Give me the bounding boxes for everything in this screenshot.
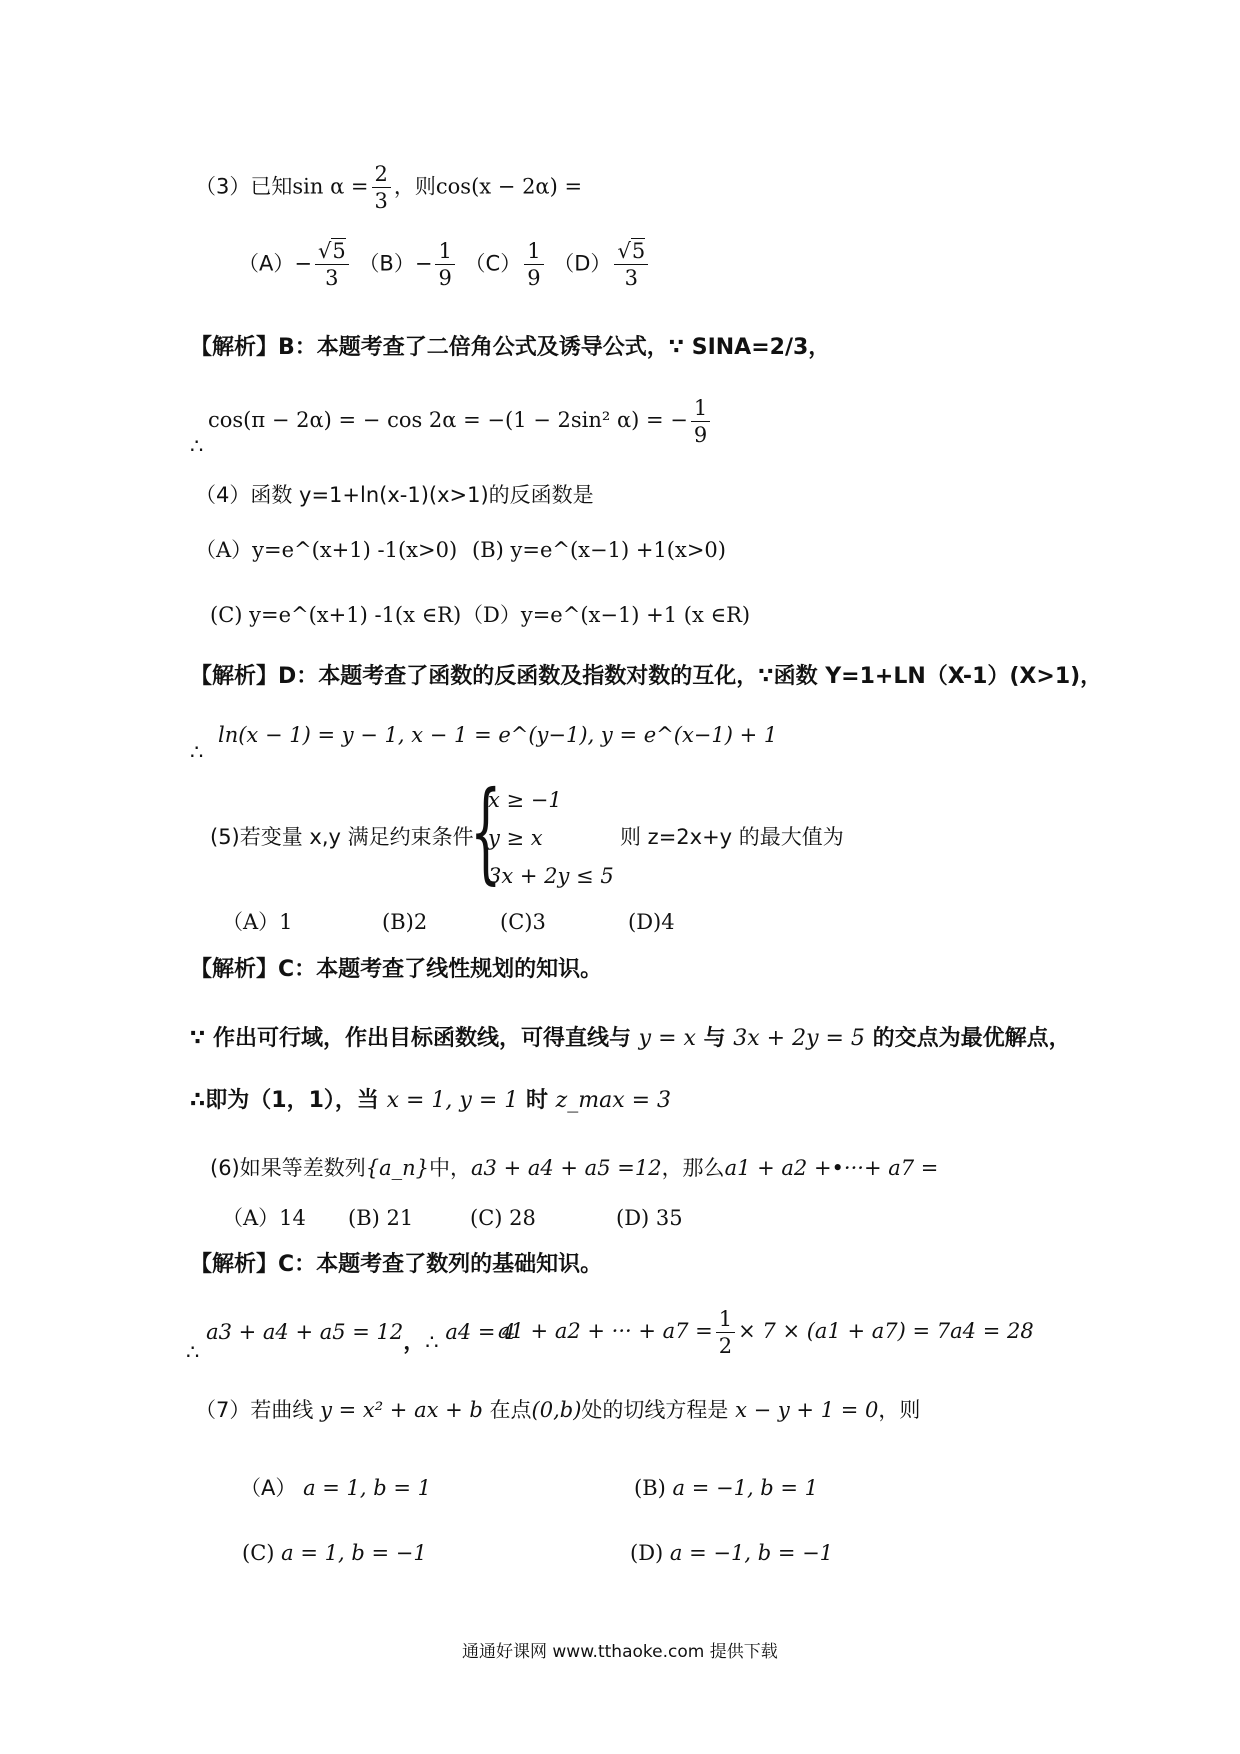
sol4-heading: 【解析】D：本题考查了函数的反函数及指数对数的互化，∵函数 Y=1+LN（X-1）(X>1)， — [190, 664, 1103, 689]
q6-option-b: (B) 21 — [348, 1206, 414, 1230]
q5-option-b: (B)2 — [382, 910, 428, 934]
q7-stem-mid2: 处的切线方程是 — [581, 1398, 729, 1422]
q3-frac-num: 2 — [372, 163, 391, 188]
q7-stem-mid: 在点 — [489, 1398, 532, 1422]
q6-option-a: （A）14 — [222, 1206, 306, 1230]
q7-option-a-value: a = 1, b = 1 — [303, 1476, 431, 1500]
q4-option-d: （D）y=e^(x−1) +1 (x ∈R) — [462, 603, 751, 627]
sol6-frac-den: 2 — [718, 1334, 733, 1359]
sol4-therefore: ∴ — [190, 740, 204, 764]
q3-stem-prefix: （3）已知 — [195, 174, 293, 199]
sol6-line — [186, 1320, 516, 1364]
q7-option-d-value: a = −1, b = −1 — [669, 1541, 834, 1565]
q3-option-a-den: 3 — [325, 266, 339, 291]
q3-frac-den: 3 — [374, 189, 388, 214]
q3-options: （A）− $\frac{√5}{3}$ （B）− $\frac{1}{9}$ （C） $\frac{1}{9}$ （D） $\frac{√5}{3}$ — [238, 240, 651, 289]
q6-stem-mid: 中， — [429, 1156, 472, 1180]
sol5-line3-text-b: 时 — [525, 1088, 548, 1113]
q7-point: (0,b) — [531, 1398, 582, 1422]
q7-stem-prefix: （7）若曲线 — [195, 1398, 314, 1422]
q3-option-c-num: 1 — [524, 240, 543, 265]
q7-curve: y = x² + ax + b — [320, 1398, 483, 1422]
q7-tangent: x − y + 1 = 0 — [735, 1398, 879, 1422]
q7-option-b-value: a = −1, b = 1 — [672, 1476, 819, 1500]
q5-constraint-3: 3x + 2y ≤ 5 — [488, 864, 614, 888]
q7-option-c-label: (C) — [242, 1541, 275, 1565]
q3-option-b-num: 1 — [435, 240, 454, 265]
q6-stem-mid2: ，那么 — [661, 1156, 725, 1180]
q3-fraction — [372, 163, 391, 212]
q3-option-d-label: （D） — [553, 251, 612, 276]
q6-condition: a3 + a4 + a5 =12 — [471, 1156, 662, 1180]
q6-option-d: (D) 35 — [616, 1206, 683, 1230]
sol6-sum-line — [498, 1308, 1034, 1357]
q5-option-d: (D)4 — [628, 910, 675, 934]
sol5-line2-math2: 3x + 2y = 5 — [733, 1026, 865, 1051]
q5-constraint-2: y ≥ x — [488, 826, 543, 850]
sol6-fraction — [716, 1308, 735, 1357]
sol6-comma: ， — [403, 1330, 426, 1355]
q3-option-c-den: 9 — [527, 266, 541, 291]
q6-stem — [210, 1158, 938, 1179]
sol5-line3-math1: x = 1, y = 1 — [386, 1088, 519, 1113]
q4-option-c: (C) y=e^(x+1) -1(x ∈R) — [210, 603, 462, 627]
q4-option-a: （A）y=e^(x+1) -1(x>0) — [195, 538, 458, 562]
sol6-formula-1: a3 + a4 + a5 = 12 — [206, 1320, 404, 1344]
q3-cos-expr: cos(x − 2α) = — [435, 174, 583, 199]
sol6-therefore-1: ∴ — [186, 1340, 200, 1364]
sol3-formula: cos(π − 2α) = − cos 2α = −(1 − 2sin² α) = − — [208, 408, 688, 433]
q3-sin-expr: sin α = — [292, 174, 369, 199]
sol6-formula-3b: × 7 × (a1 + a7) = 7a4 = 28 — [738, 1319, 1034, 1344]
q3-option-a-label: （A） — [238, 251, 295, 276]
q3-stem — [195, 163, 582, 212]
q3-option-a-num: 5 — [332, 239, 346, 263]
sol4-formula: ln(x − 1) = y − 1, x − 1 = e^(y−1), y = e^(x−1) + 1 — [218, 723, 778, 747]
q5-option-a: （A）1 — [222, 910, 293, 934]
q3-option-b-label: （B） — [358, 251, 415, 276]
q6-ask: a1 + a2 +•···+ a7 = — [724, 1156, 939, 1180]
q3-stem-mid: ，则 — [393, 174, 436, 199]
q6-sequence: {a_n} — [365, 1156, 430, 1180]
q7-option-b-label: (B) — [634, 1476, 666, 1500]
q7-option-c-value: a = 1, b = −1 — [281, 1541, 427, 1565]
sol5-line2-text-c: 的交点为最优解点， — [872, 1026, 1071, 1051]
q5-stem: (5)若变量 x,y 满足约束条件 — [210, 825, 474, 849]
sol5-line3-text-a: ∴即为（1，1），当 — [190, 1088, 379, 1113]
sol6-heading: 【解析】C：本题考查了数列的基础知识。 — [190, 1252, 603, 1277]
sol6-formula-3a: a1 + a2 + ··· + a7 = — [498, 1319, 713, 1344]
q3-option-b-den: 9 — [438, 266, 452, 291]
q3-option-d-num: 5 — [631, 239, 646, 263]
q7-option-a-label: （A） — [240, 1476, 297, 1500]
q7-option-d-label: (D) — [630, 1541, 664, 1565]
q7-option-a — [240, 1478, 431, 1499]
q7-stem — [195, 1400, 920, 1421]
sol5-line3-math2: z_max = 3 — [555, 1088, 672, 1113]
sol6-frac-num: 1 — [716, 1308, 735, 1333]
q5-option-c: (C)3 — [500, 910, 546, 934]
sol3-frac-num: 1 — [691, 397, 710, 422]
q3-option-d-den: 3 — [624, 266, 638, 291]
q3-option-b — [435, 240, 454, 289]
q7-option-d — [630, 1543, 833, 1564]
left-brace-icon: { — [470, 767, 502, 895]
sol3-therefore: ∴ — [190, 434, 204, 458]
sol6-formula-2: a4 = 4 — [445, 1320, 516, 1344]
sol5-line3 — [190, 1090, 671, 1112]
q7-option-b — [634, 1478, 818, 1499]
q3-option-c-label: （C） — [464, 251, 522, 276]
q4-option-b: (B) y=e^(x−1) +1(x>0) — [472, 538, 726, 562]
q3-option-a: $\frac{√5}{3}$ — [315, 240, 349, 289]
page-footer: 通通好课网 www.tthaoke.com 提供下载 — [462, 1642, 778, 1662]
sol5-line2-math1: y = x — [638, 1026, 696, 1051]
q3-option-d: $\frac{√5}{3}$ — [614, 240, 648, 289]
sol5-line2-text-b: 与 — [703, 1026, 726, 1051]
sol5-line2 — [190, 1028, 1071, 1050]
q5-constraint-1: x ≥ −1 — [488, 788, 562, 812]
sol3-fraction — [691, 397, 710, 446]
q5-tail: 则 z=2x+y 的最大值为 — [620, 825, 844, 849]
sol3-formula-line — [208, 397, 713, 446]
sol3-heading: 【解析】B：本题考查了二倍角公式及诱导公式，∵ SINA=2/3， — [190, 335, 831, 360]
q4-stem: （4）函数 y=1+ln(x-1)(x>1)的反函数是 — [195, 483, 594, 507]
q6-stem-prefix: (6)如果等差数列 — [210, 1156, 366, 1180]
q7-option-c — [242, 1543, 427, 1564]
q7-stem-end: ，则 — [878, 1398, 921, 1422]
sol5-heading: 【解析】C：本题考查了线性规划的知识。 — [190, 957, 603, 982]
sol6-therefore-2: ∴ — [425, 1330, 439, 1354]
sol5-line2-text-a: ∵ 作出可行域，作出目标函数线，可得直线与 — [190, 1026, 631, 1051]
sol3-frac-den: 9 — [693, 423, 708, 448]
q3-option-c — [524, 240, 543, 289]
q6-option-c: (C) 28 — [470, 1206, 536, 1230]
